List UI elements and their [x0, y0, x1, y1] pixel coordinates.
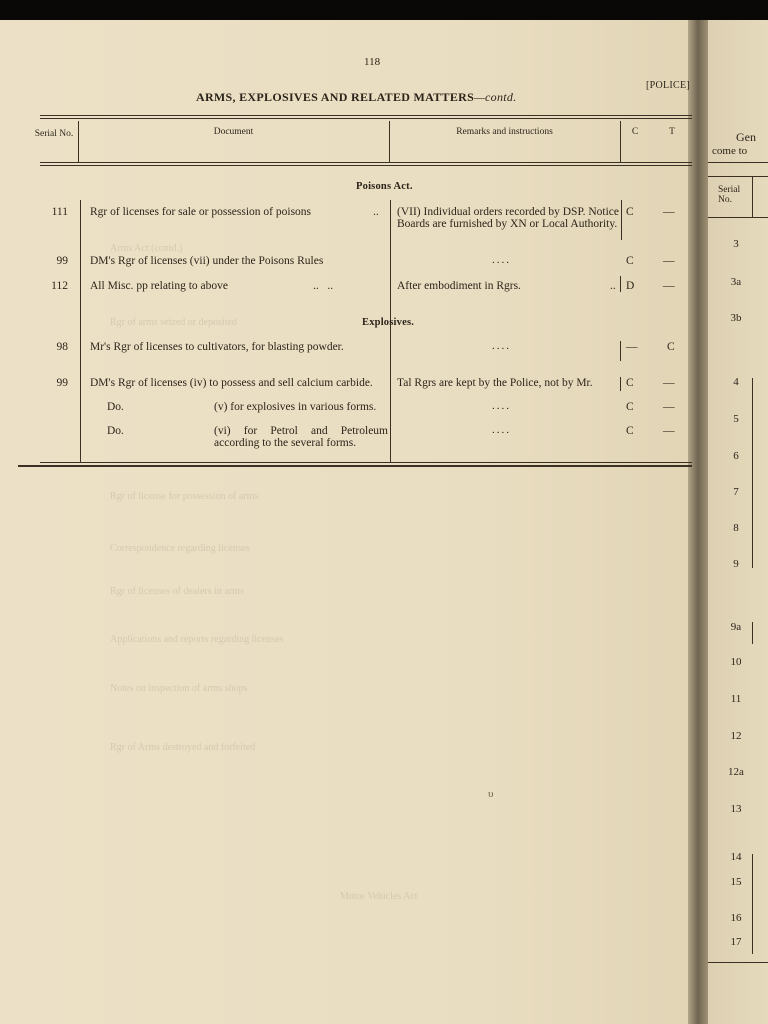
right-serial: 16 — [730, 912, 742, 924]
header-c: C — [631, 127, 639, 137]
right-serial: 11 — [730, 693, 742, 705]
column-rule-serial — [80, 200, 81, 462]
row-document: Rgr of licenses for sale or possession of poisons — [90, 206, 312, 218]
remarks-tick — [620, 276, 621, 292]
bleed-text: Rgr of license for possession of arms — [110, 491, 259, 502]
row-serial: 112 — [51, 280, 68, 292]
row-c: C — [626, 255, 634, 267]
header-remarks: Remarks and instructions — [456, 127, 553, 137]
header-bottom-rule-inner — [40, 165, 692, 166]
right-serial: 4 — [733, 376, 739, 388]
right-serial: 13 — [730, 803, 742, 815]
right-page-rule — [708, 176, 768, 177]
row-serial: 111 — [51, 206, 68, 218]
row-t: — — [663, 425, 675, 437]
row-c: — — [626, 341, 638, 353]
row-document: DM's Rgr of licenses (iv) to possess and sell calcium carbide. — [90, 377, 373, 389]
right-serial-header: Serial No. — [718, 185, 741, 205]
bleed-text: Applications and reports regarding licenses — [110, 634, 284, 645]
right-serial: 8 — [733, 522, 739, 534]
bleed-text: Correspondence regarding licenses — [110, 543, 250, 554]
row-remarks: .... — [492, 424, 511, 436]
right-page-rule — [708, 217, 768, 218]
row-serial: 99 — [56, 255, 68, 267]
right-serial: 9a — [730, 621, 742, 633]
right-serial: 7 — [733, 486, 739, 498]
row-document: Mr's Rgr of licenses to cultivators, for blasting powder. — [90, 341, 344, 353]
header-bottom-rule — [40, 162, 692, 163]
header-separator — [620, 121, 621, 162]
row-c: D — [626, 280, 635, 292]
header-document: Document — [213, 127, 254, 137]
row-c: C — [626, 401, 634, 413]
right-page-rule — [708, 962, 768, 963]
row-remarks: .... — [492, 340, 511, 352]
header-t: T — [669, 127, 675, 137]
row-t: C — [667, 341, 675, 353]
row-c: C — [626, 206, 634, 218]
row-document: (v) for explosives in various forms. — [214, 401, 377, 413]
stray-mark: υ — [488, 788, 494, 800]
row-ditto: Do. — [107, 401, 124, 413]
table-top-rule-inner — [40, 118, 692, 119]
right-serial: 12 — [730, 730, 742, 742]
right-serial: 3a — [730, 276, 742, 288]
bleed-text: Arms Act (contd.) — [110, 243, 183, 254]
bleed-text: Rgr of arms seized or deposited — [110, 317, 237, 328]
right-serial: 15 — [730, 876, 742, 888]
row-remarks: Tal Rgrs are kept by the Police, not by Mr. — [397, 377, 593, 389]
bleed-text: Notes on inspection of arms shops — [110, 683, 248, 694]
row-t: — — [663, 280, 675, 292]
row-c: C — [626, 377, 634, 389]
row-t: — — [663, 255, 675, 267]
section-tag: [POLICE] — [646, 80, 691, 91]
right-serial: 10 — [730, 656, 742, 668]
right-serial: 17 — [730, 936, 742, 948]
row-document: DM's Rgr of licenses (vii) under the Poisons Rules — [90, 255, 324, 267]
right-serial: 3 — [733, 238, 739, 250]
right-page-rule — [708, 162, 768, 163]
right-serial: 6 — [733, 450, 739, 462]
bleed-text: Rgr of Arms destroyed and forfeited — [110, 742, 256, 753]
column-rule-remarks — [621, 200, 622, 240]
row-serial: 99 — [56, 377, 68, 389]
row-rem-leader: .. — [610, 280, 616, 292]
right-page-vrule — [752, 177, 753, 217]
row-serial: 98 — [56, 341, 68, 353]
remarks-tick — [620, 377, 621, 391]
table-bottom-rule-inner — [18, 465, 692, 467]
remarks-tick — [620, 341, 621, 361]
right-serial: 9 — [733, 558, 739, 570]
table-top-rule — [40, 115, 692, 116]
bleed-text: Motor Vehicles Act — [340, 891, 418, 902]
right-serial: 12a — [728, 766, 744, 778]
column-rule-document — [390, 200, 391, 462]
row-document: All Misc. pp relating to above — [90, 280, 228, 292]
section-title-explosives: Explosives. — [362, 317, 415, 328]
row-remarks: .... — [492, 254, 511, 266]
row-remarks: (VII) Individual orders recorded by DSP. Notice Boards are furnished by XN or Local Authority. — [397, 206, 619, 230]
page-number: 118 — [364, 56, 381, 68]
book-gutter — [688, 20, 710, 1024]
page-title — [196, 90, 517, 105]
row-t: — — [663, 377, 675, 389]
left-page — [0, 20, 692, 1024]
right-serial: 5 — [733, 413, 739, 425]
row-document: (vi) for Petrol and Petroleum according to the several forms. — [214, 425, 388, 449]
row-t: — — [663, 206, 675, 218]
bleed-text: Rgr of licenses of dealers in arms — [110, 586, 244, 597]
title-main: ARMS, EXPLOSIVES AND RELATED MATTERS — [196, 90, 475, 104]
right-page-header-2: come to — [712, 145, 748, 157]
row-c: C — [626, 425, 634, 437]
right-page-vrule — [752, 378, 753, 568]
right-serial: 3b — [730, 312, 742, 324]
row-remarks: .... — [492, 400, 511, 412]
right-page-header: Gen — [736, 130, 756, 144]
row-t: — — [663, 401, 675, 413]
row-doc-leader: .. — [373, 206, 379, 218]
right-serial: 14 — [730, 851, 742, 863]
section-title-poisons: Poisons Act. — [356, 181, 413, 192]
row-doc-leader: .. .. — [313, 280, 334, 292]
scanner-top-edge — [0, 0, 768, 20]
table-bottom-rule — [40, 462, 692, 463]
row-ditto: Do. — [107, 425, 124, 437]
header-serial: Serial No. — [34, 129, 74, 139]
title-contd: —contd. — [474, 90, 517, 104]
row-remarks: After embodiment in Rgrs. — [397, 280, 521, 292]
